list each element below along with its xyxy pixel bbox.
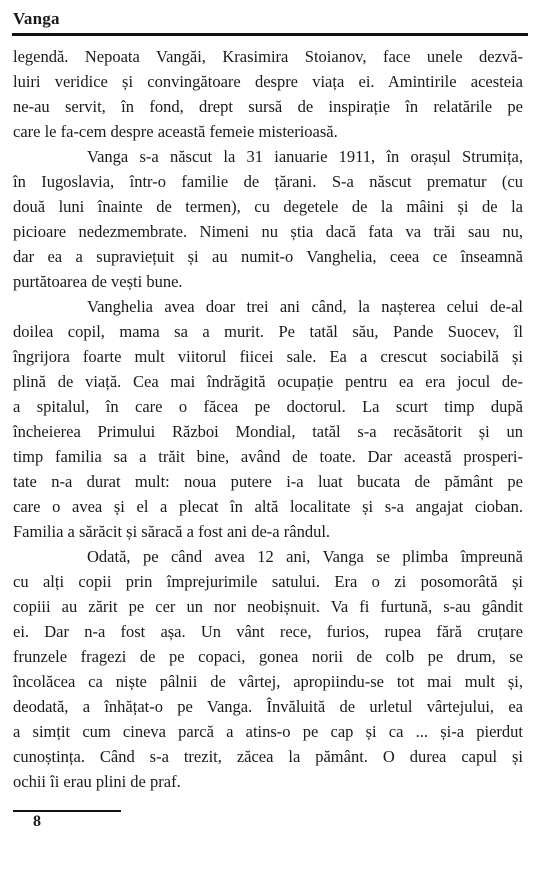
text-line: care o avea și el a plecat în altă localitate și s-a angajat cioban. bbox=[13, 497, 523, 516]
text-line: picioare nedezmembrate. Nimeni nu știa dacă fata va trăi sau nu, bbox=[13, 222, 523, 241]
text-line: Vanghelia avea doar trei ani când, la nașterea celui de-al bbox=[87, 297, 523, 316]
body-text bbox=[13, 44, 523, 794]
paragraph bbox=[13, 294, 523, 544]
paragraph bbox=[13, 144, 523, 294]
text-line: frunzele fragezi de pe copaci, gonea norii de colb pe drum, se bbox=[13, 647, 523, 666]
page-number: 8 bbox=[33, 813, 41, 830]
text-line: dar ea a supraviețuit și au numit-o Vanghelia, ceea ce înseamnă bbox=[13, 247, 523, 266]
text-line: ei. Dar n-a fost așa. Un vânt rece, furios, rupea fără cruțare bbox=[13, 622, 523, 641]
paragraph bbox=[13, 44, 523, 144]
text-line: doilea copil, mama sa a murit. Pe tatăl său, Pande Suocev, îl bbox=[13, 322, 523, 341]
text-line: care le fa-cem despre această femeie misterioasă. bbox=[13, 122, 338, 141]
text-line: plină de viață. Cea mai îndrăgită ocupație pentru ea era jocul de- bbox=[13, 372, 523, 391]
running-header: Vanga bbox=[13, 9, 60, 28]
text-line: luiri veridice și convingătoare despre viața ei. Amintirile acesteia bbox=[13, 72, 523, 91]
text-line: cunoștința. Când s-a trezit, zăcea la pământ. O durea capul și bbox=[13, 747, 523, 766]
text-line: deodată, a înhățat-o pe Vanga. Învăluită de urletul vârtejului, ea bbox=[13, 697, 523, 716]
text-line: Odată, pe când avea 12 ani, Vanga se plimba împreună bbox=[87, 547, 523, 566]
paragraph bbox=[13, 544, 523, 794]
text-line: cu alți copii prin împrejurimile satului. Era o zi posomorâtă și bbox=[13, 572, 523, 591]
text-line: încolăcea ca niște pâlnii de vârtej, apropiindu-se tot mai mult și, bbox=[13, 672, 523, 691]
text-line: ochii îi erau plini de praf. bbox=[13, 772, 181, 791]
text-line: legendă. Nepoata Vangăi, Krasimira Stoianov, face unele dezvă- bbox=[13, 47, 523, 66]
text-line: Vanga s-a născut la 31 ianuarie 1911, în orașul Strumița, bbox=[87, 147, 523, 166]
text-line: copiii au zărit pe cer un nor neobișnuit. Va fi furtună, s-au gândit bbox=[13, 597, 523, 616]
text-line: tate n-a durat mult: noua putere i-a luat bucata de pământ pe bbox=[13, 472, 523, 491]
text-line: în Iugoslavia, într-o familie de țărani. S-a născut prematur (cu bbox=[13, 172, 523, 191]
text-line: încheierea Primului Război Mondial, tatăl s-a recăsătorit și un bbox=[13, 422, 523, 441]
text-line: două luni înainte de termen), cu degetele de la mâini și de la bbox=[13, 197, 523, 216]
text-line: a simțit cum cineva parcă a atins-o pe cap și ca ... și-a pierdut bbox=[13, 722, 523, 741]
text-line: Familia a sărăcit și săracă a fost ani de-a rândul. bbox=[13, 522, 331, 541]
text-line: purtătoarea de vești bune. bbox=[13, 272, 183, 291]
header-rule bbox=[12, 33, 528, 36]
text-line: a spitalul, în care o făcea pe doctorul. La scurt timp după bbox=[13, 397, 523, 416]
text-line: ne-au servit, în fond, drept sursă de inspirație în relatările pe bbox=[13, 97, 523, 116]
footer-rule bbox=[13, 810, 121, 812]
text-line: îngrijora foarte mult viitorul fiicei sale. Ea a crescut sociabilă și bbox=[13, 347, 523, 366]
text-line: timp familia sa a trăit bine, având de toate. Dar această prosperi- bbox=[13, 447, 523, 466]
